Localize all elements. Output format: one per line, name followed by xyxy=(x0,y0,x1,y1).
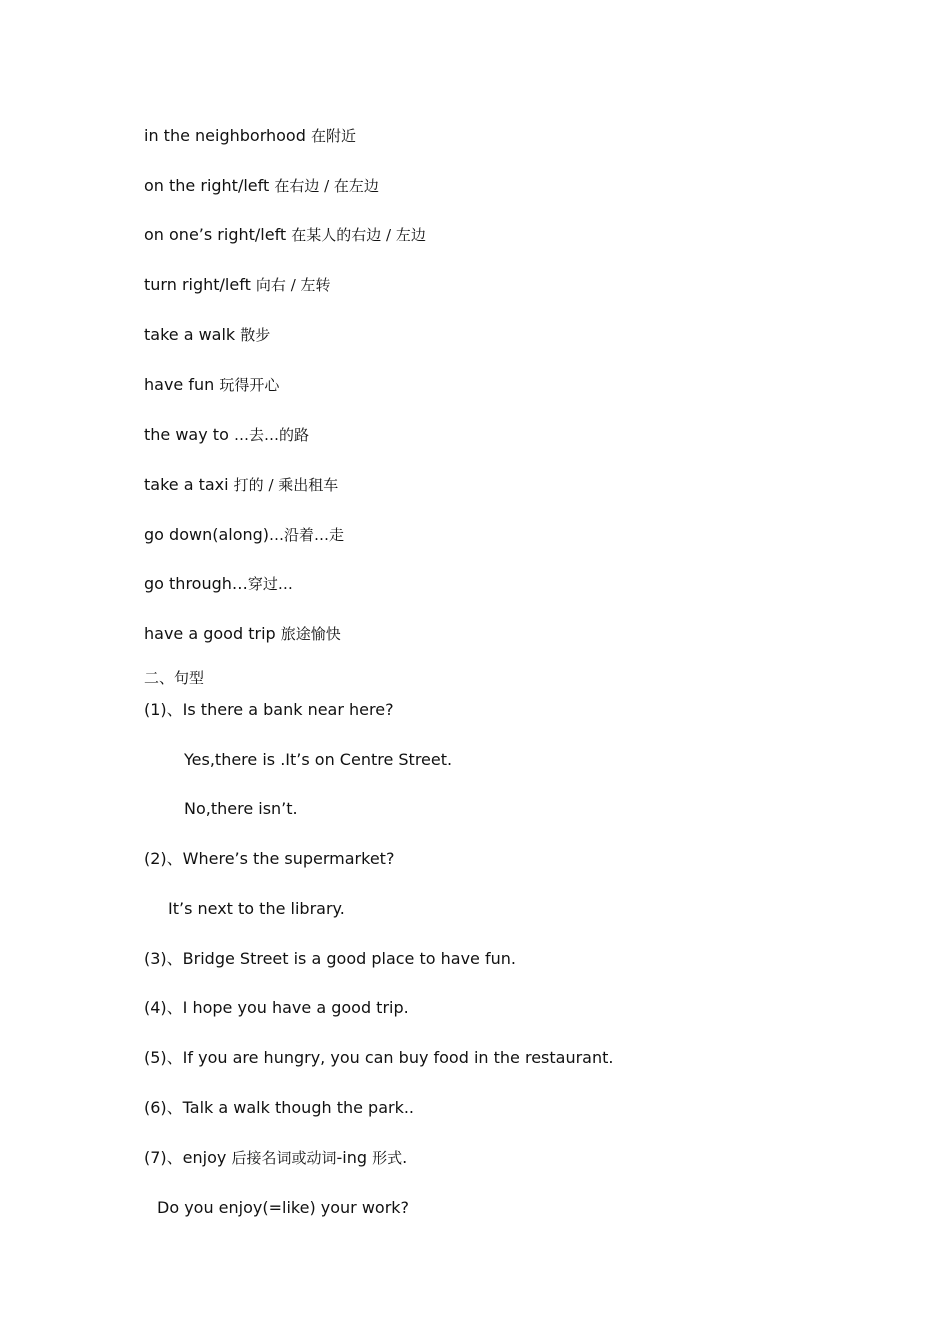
phrase-english: in the neighborhood xyxy=(144,126,311,145)
sentence-7-chinese-2: 形式 xyxy=(372,1149,403,1167)
sentence-1-answer-no: No,there isn’t. xyxy=(184,799,298,818)
phrase-line xyxy=(144,274,331,296)
sentence-4: (4)、I hope you have a good trip. xyxy=(144,998,409,1017)
phrase-line xyxy=(144,573,293,595)
phrase-english: have fun xyxy=(144,375,220,394)
phrase-english: go down(along) xyxy=(144,525,270,544)
phrase-english: take a walk xyxy=(144,325,241,344)
phrase-english: on the right/left xyxy=(144,176,275,195)
phrase-line xyxy=(144,524,344,546)
sentence-5: (5)、If you are hungry, you can buy food in the restaurant. xyxy=(144,1048,614,1067)
phrase-english: on one’s right/left xyxy=(144,225,292,244)
phrase-line xyxy=(144,424,309,446)
sentence-6: (6)、Talk a walk though the park.. xyxy=(144,1098,415,1117)
phrase-english: have a good trip xyxy=(144,624,281,643)
sentence-1: (1)、Is there a bank near here? xyxy=(144,700,394,719)
phrase-line xyxy=(144,175,379,197)
phrase-chinese: 在附近 xyxy=(310,127,356,145)
sentence-7-ing: -ing xyxy=(336,1148,373,1167)
section-heading: 二、句型 xyxy=(144,669,205,687)
phrase-chinese: 在某人的右边 / 左边 xyxy=(291,226,426,244)
phrase-line xyxy=(144,374,279,396)
sentence-7-example: Do you enjoy(=like) your work? xyxy=(157,1198,410,1217)
phrase-chinese: 向右 / 左转 xyxy=(255,276,331,294)
sentence-2: (2)、Where’s the supermarket? xyxy=(144,849,395,868)
phrase-english: the way to xyxy=(144,425,234,444)
phrase-line xyxy=(144,324,270,346)
phrase-english: turn right/left xyxy=(144,275,256,294)
phrase-chinese: 在右边 / 在左边 xyxy=(274,177,379,195)
phrase-chinese: 穿过… xyxy=(247,575,293,593)
phrase-english: go through… xyxy=(144,574,248,593)
sentence-7 xyxy=(144,1147,407,1169)
phrase-line xyxy=(144,224,426,246)
sentence-7-chinese: 后接名词或动词 xyxy=(231,1149,337,1167)
phrase-chinese: 旅途愉快 xyxy=(280,625,341,643)
phrase-line xyxy=(144,623,341,645)
phrase-chinese: …去…的路 xyxy=(233,426,309,444)
sentence-2-answer: It’s next to the library. xyxy=(168,899,345,918)
phrase-chinese: …沿着…走 xyxy=(269,526,345,544)
phrase-chinese: 玩得开心 xyxy=(219,376,280,394)
phrase-english: take a taxi xyxy=(144,475,234,494)
phrase-line xyxy=(144,125,356,147)
phrase-line xyxy=(144,474,338,496)
sentence-3: (3)、Bridge Street is a good place to have fun. xyxy=(144,949,516,968)
phrase-chinese: 散步 xyxy=(240,326,271,344)
sentence-7-prefix: (7)、enjoy xyxy=(144,1148,232,1167)
phrase-chinese: 打的 / 乘出租车 xyxy=(233,476,339,494)
sentence-1-answer-yes: Yes,there is .It’s on Centre Street. xyxy=(184,750,453,769)
sentence-7-end: . xyxy=(402,1148,408,1167)
